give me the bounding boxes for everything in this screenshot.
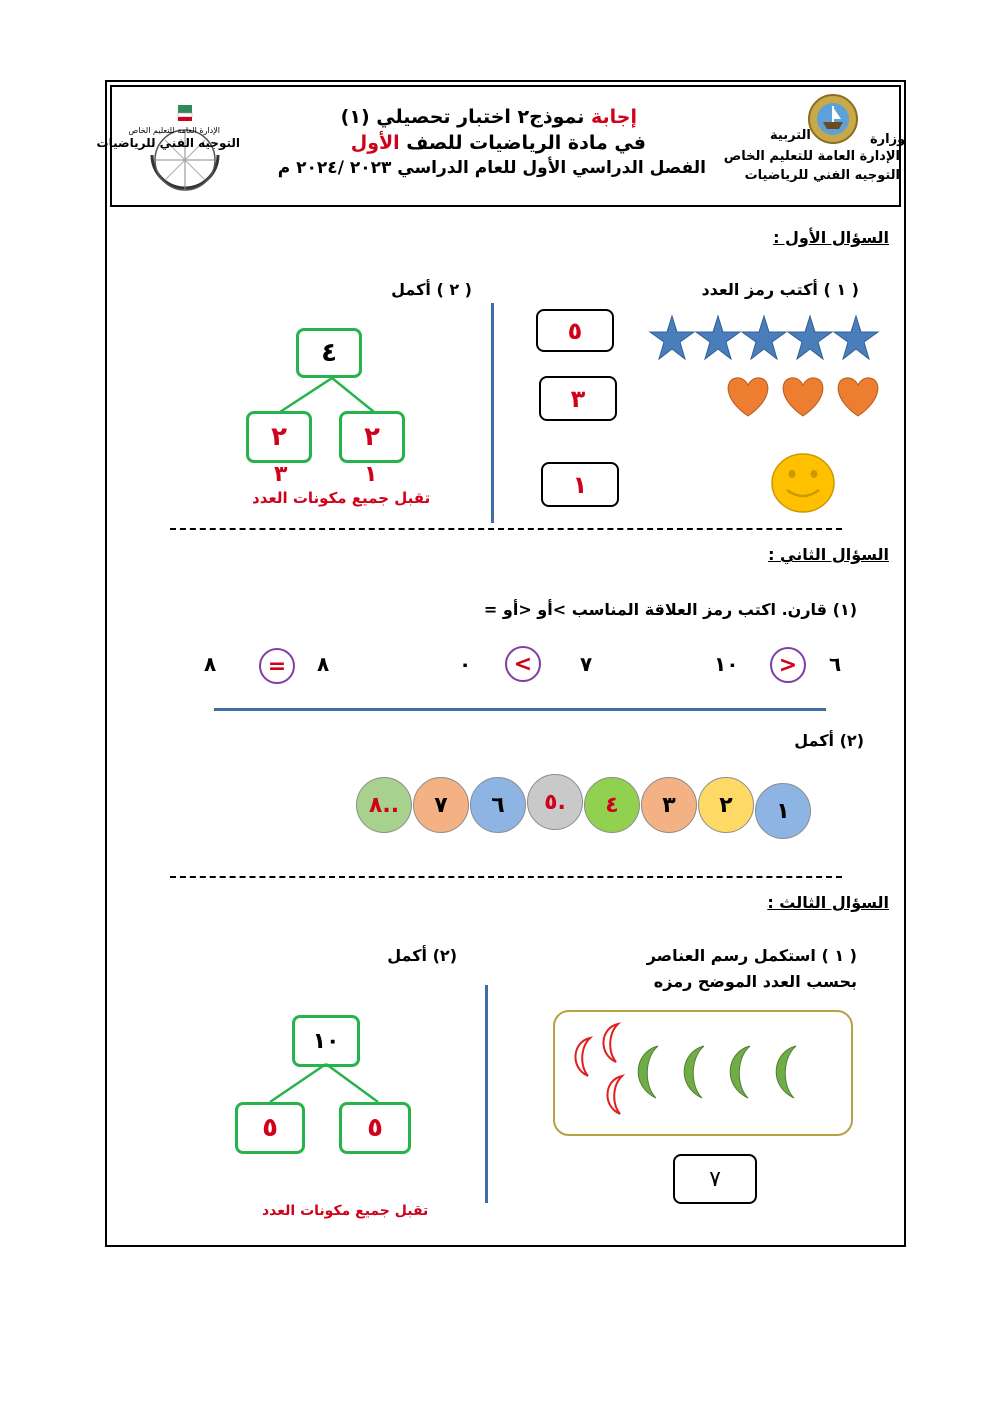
compare-1-right: ٦ (829, 652, 842, 676)
sequence-circle-5[interactable]: ٥. (527, 774, 583, 830)
red-crescent-icon (607, 1076, 622, 1114)
q3-tree-right-box[interactable]: ٥ (339, 1102, 411, 1154)
q1-part2-label: ( ٢ ) أكمل (391, 280, 472, 299)
star-icon (834, 316, 878, 359)
q1-note: تقبل جميع مكونات العدد (252, 489, 431, 507)
sequence-circle-4[interactable]: ٤ (584, 777, 640, 833)
ministry-line2: الإدارة العامة للتعليم الخاص (723, 149, 900, 164)
compare-2-right: ٧ (580, 652, 593, 676)
q1-tree-top-box: ٤ (296, 328, 362, 378)
q3-part1-label2: بحسب العدد الموضح رمزه (653, 972, 857, 991)
compare-3-symbol[interactable]: = (259, 648, 295, 684)
compare-1-left: ١٠ (714, 652, 739, 676)
q1-part1-label: ( ١ ) أكتب رمز العدد (701, 280, 859, 299)
answer-box-smiley[interactable]: ١ (541, 462, 619, 507)
separator-2 (170, 876, 842, 878)
star-icon (650, 316, 694, 359)
q1-tree-lines (240, 376, 420, 416)
q3-part1-label: ( ١ ) استكمل رسم العناصر (646, 946, 857, 965)
hearts-row (722, 372, 884, 420)
ministry-line3: التوجيه الفني للرياضيات (744, 168, 900, 183)
smiley-face-icon (770, 452, 836, 514)
green-crescent-icon (776, 1046, 796, 1098)
star-icon (696, 316, 740, 359)
sequence-circle-8[interactable]: ٨.. (356, 777, 412, 833)
heart-icon (783, 378, 823, 416)
sequence-circle-6: ٦ (470, 777, 526, 833)
green-crescent-icon (638, 1046, 658, 1098)
q1-divider (491, 303, 494, 523)
ministry-line1: وزارة (870, 132, 906, 147)
green-crescent-icon (684, 1046, 704, 1098)
star-icon (742, 316, 786, 359)
answer-box-hearts[interactable]: ٣ (539, 376, 617, 421)
logo-main-text: التوجيه الفني للرياضيات (96, 136, 240, 150)
q1-tree-left-box[interactable]: ٢ (246, 411, 312, 463)
q2-divider (214, 708, 826, 711)
page-subtitle: في مادة الرياضيات للصف الأول (350, 132, 646, 154)
q3-divider (485, 985, 488, 1203)
q3-tree-left-box[interactable]: ٥ (235, 1102, 305, 1154)
q3-part2-label: (٢) أكمل (387, 946, 457, 965)
q3-tree-top-box: ١٠ (292, 1015, 360, 1067)
separator-1 (170, 528, 842, 530)
crescents-drawing (560, 1020, 850, 1130)
q1-tree-right-box[interactable]: ٢ (339, 411, 405, 463)
compare-3-left: ٨ (204, 652, 217, 676)
compare-2-left: ٠ (459, 652, 472, 676)
ministry-line1b: التربية (770, 128, 811, 143)
kuwait-emblem-icon (806, 92, 860, 146)
red-crescent-icon (603, 1024, 618, 1062)
q3-answer-box: ٧ (673, 1154, 757, 1204)
heart-icon (728, 378, 768, 416)
logo-small-text: الإدارة العامة للتعليم الخاص (128, 126, 220, 135)
q1-tree-extra-left: ٣ (274, 462, 288, 487)
compare-3-right: ٨ (317, 652, 330, 676)
green-crescent-icon (730, 1046, 750, 1098)
q2-heading: السؤال الثاني : (768, 545, 889, 564)
term-line: الفصل الدراسي الأول للعام الدراسي ٢٠٢٣ /٢٠٢٤ م (277, 158, 706, 178)
answer-box-stars[interactable]: ٥ (536, 309, 614, 352)
heart-icon (838, 378, 878, 416)
compare-1-symbol[interactable]: > (770, 647, 806, 683)
q1-tree-extra-right: ١ (364, 462, 378, 487)
sequence-circle-2: ٢ (698, 777, 754, 833)
sequence-circle-1: ١ (755, 783, 811, 839)
stars-row (648, 314, 884, 364)
compare-2-symbol[interactable]: < (505, 646, 541, 682)
q3-note: تقبل جميع مكونات العدد (262, 1203, 429, 1219)
sequence-circle-3: ٣ (641, 777, 697, 833)
q2-part1-label: (١) قارن. اكتب رمز العلاقة المناسب >أو <أو = (483, 600, 857, 619)
red-crescent-icon (575, 1038, 590, 1076)
q1-heading: السؤال الأول : (773, 228, 889, 247)
sequence-circle-7: ٧ (413, 777, 469, 833)
star-icon (788, 316, 832, 359)
q3-heading: السؤال الثالث : (767, 893, 889, 912)
q3-tree-lines (260, 1062, 420, 1106)
page-title: إجابة نموذج٢ اختبار تحصيلي (١) (340, 106, 637, 128)
q2-part2-label: (٢) أكمل (794, 731, 864, 750)
